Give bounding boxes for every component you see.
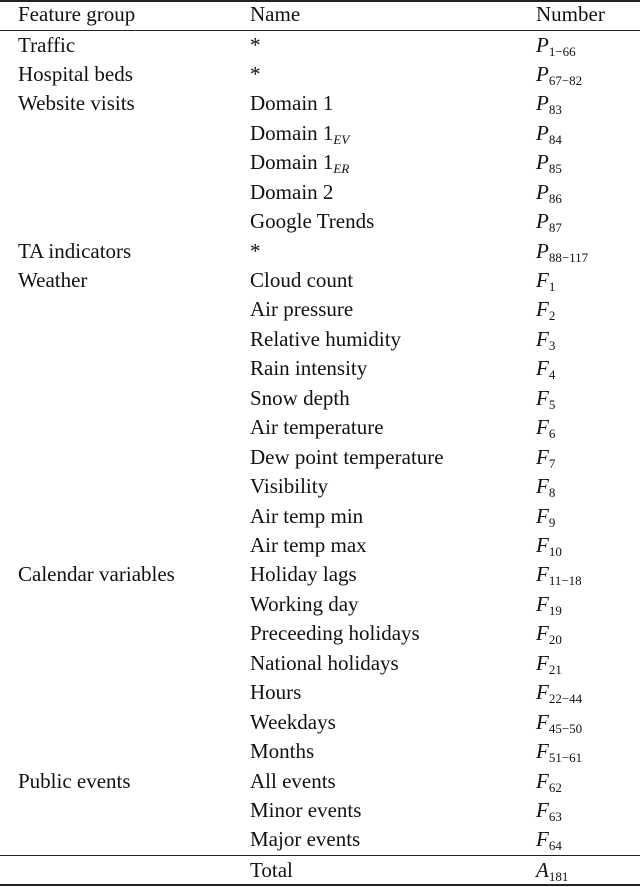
number-subscript: 64 bbox=[548, 838, 562, 854]
table-row bbox=[0, 590, 640, 619]
number-subscript: 83 bbox=[548, 102, 562, 118]
feature-name bbox=[250, 649, 399, 678]
number-symbol: P bbox=[536, 238, 549, 263]
feature-name bbox=[250, 148, 349, 177]
number-symbol: F bbox=[536, 709, 549, 734]
feature-name bbox=[250, 767, 336, 796]
name-text: Working day bbox=[250, 591, 359, 616]
feature-name bbox=[250, 560, 357, 589]
name-text: Major events bbox=[250, 827, 361, 852]
number-subscript: 21 bbox=[548, 661, 562, 677]
feature-number bbox=[536, 384, 555, 413]
feature-name bbox=[250, 89, 333, 118]
table-row bbox=[0, 737, 640, 766]
feature-name bbox=[250, 856, 293, 885]
table-row bbox=[0, 767, 640, 796]
number-symbol: F bbox=[536, 591, 549, 616]
feature-name bbox=[250, 237, 261, 266]
table-row bbox=[0, 678, 640, 707]
feature-number bbox=[536, 678, 582, 707]
number-symbol: P bbox=[536, 61, 549, 86]
table-row bbox=[0, 295, 640, 324]
name-text: Domain 1 bbox=[250, 150, 334, 175]
table-row bbox=[0, 531, 640, 560]
number-subscript: 22−44 bbox=[548, 691, 583, 707]
name-text: * bbox=[250, 238, 261, 263]
table-row bbox=[0, 619, 640, 648]
feature-number bbox=[536, 443, 555, 472]
feature-number bbox=[536, 31, 576, 60]
feature-name bbox=[250, 737, 314, 766]
header-name: Name bbox=[250, 2, 301, 26]
feature-number bbox=[536, 325, 555, 354]
name-text: Dew point temperature bbox=[250, 444, 444, 469]
table-row bbox=[0, 325, 640, 354]
table-row bbox=[0, 237, 640, 266]
feature-group: Calendar variables bbox=[18, 562, 175, 587]
header-row bbox=[0, 0, 640, 29]
feature-name bbox=[250, 443, 444, 472]
total-row bbox=[0, 856, 640, 885]
number-symbol: P bbox=[536, 150, 549, 175]
number-symbol: F bbox=[536, 532, 549, 557]
feature-name bbox=[250, 295, 353, 324]
feature-name bbox=[250, 531, 367, 560]
number-symbol: P bbox=[536, 32, 549, 57]
feature-number bbox=[536, 590, 562, 619]
table-row bbox=[0, 178, 640, 207]
number-subscript: 1−66 bbox=[548, 43, 576, 59]
feature-number bbox=[536, 178, 562, 207]
feature-name bbox=[250, 207, 374, 236]
name-text: Holiday lags bbox=[250, 562, 357, 587]
name-text: * bbox=[250, 32, 261, 57]
feature-name bbox=[250, 590, 359, 619]
number-subscript: 6 bbox=[548, 426, 556, 442]
number-symbol: F bbox=[536, 297, 549, 322]
number-subscript: 45−50 bbox=[548, 720, 583, 736]
number-subscript: 67−82 bbox=[548, 72, 583, 88]
number-subscript: 87 bbox=[548, 220, 562, 236]
table-row bbox=[0, 60, 640, 89]
feature-name bbox=[250, 619, 420, 648]
feature-number bbox=[536, 619, 562, 648]
table-row bbox=[0, 443, 640, 472]
number-symbol: F bbox=[536, 326, 549, 351]
number-subscript: 2 bbox=[548, 308, 556, 324]
name-text: Total bbox=[250, 857, 293, 882]
header-feature-group: Feature group bbox=[18, 2, 136, 26]
feature-name bbox=[250, 178, 333, 207]
name-text: National holidays bbox=[250, 650, 399, 675]
feature-number bbox=[536, 89, 562, 118]
feature-name bbox=[250, 413, 384, 442]
table-row bbox=[0, 148, 640, 177]
table-row bbox=[0, 472, 640, 501]
feature-name bbox=[250, 708, 336, 737]
feature-name bbox=[250, 31, 261, 60]
feature-name bbox=[250, 825, 360, 854]
name-text: All events bbox=[250, 768, 336, 793]
feature-group: Website visits bbox=[18, 91, 135, 116]
number-subscript: 181 bbox=[548, 868, 569, 884]
feature-number bbox=[536, 472, 555, 501]
feature-number bbox=[536, 856, 568, 885]
feature-number bbox=[536, 119, 562, 148]
number-symbol: F bbox=[536, 827, 549, 852]
feature-number bbox=[536, 354, 555, 383]
name-text: Google Trends bbox=[250, 209, 375, 234]
name-text: Cloud count bbox=[250, 268, 354, 293]
name-text: Air temp max bbox=[250, 532, 367, 557]
total-rule bbox=[0, 855, 640, 856]
name-text: Domain 1 bbox=[250, 91, 334, 116]
number-symbol: F bbox=[536, 768, 549, 793]
name-text: Domain 2 bbox=[250, 179, 334, 204]
table-row bbox=[0, 796, 640, 825]
name-text: Air pressure bbox=[250, 297, 354, 322]
header-number: Number bbox=[536, 2, 605, 26]
number-symbol: F bbox=[536, 739, 549, 764]
number-subscript: 51−61 bbox=[548, 750, 583, 766]
name-text: * bbox=[250, 61, 261, 86]
number-symbol: F bbox=[536, 562, 549, 587]
number-subscript: 88−117 bbox=[548, 249, 589, 265]
table-row bbox=[0, 89, 640, 118]
table-row bbox=[0, 502, 640, 531]
feature-name bbox=[250, 796, 361, 825]
feature-number bbox=[536, 60, 582, 89]
feature-number bbox=[536, 737, 582, 766]
number-subscript: 11−18 bbox=[548, 573, 582, 589]
table-row bbox=[0, 560, 640, 589]
name-text: Minor events bbox=[250, 797, 362, 822]
feature-group: Traffic bbox=[18, 32, 76, 57]
number-subscript: 4 bbox=[548, 367, 556, 383]
feature-number bbox=[536, 502, 555, 531]
number-symbol: P bbox=[536, 209, 549, 234]
feature-group: TA indicators bbox=[18, 238, 132, 263]
number-symbol: F bbox=[536, 503, 549, 528]
number-subscript: 7 bbox=[548, 455, 556, 471]
feature-name bbox=[250, 60, 261, 89]
number-symbol: F bbox=[536, 797, 549, 822]
feature-name bbox=[250, 502, 363, 531]
number-subscript: 3 bbox=[548, 337, 556, 353]
feature-group: Public events bbox=[18, 768, 131, 793]
table-row bbox=[0, 207, 640, 236]
number-subscript: 19 bbox=[548, 602, 562, 618]
name-subscript: ER bbox=[333, 161, 350, 177]
number-symbol: F bbox=[536, 621, 549, 646]
feature-name bbox=[250, 354, 367, 383]
number-symbol: F bbox=[536, 650, 549, 675]
feature-name bbox=[250, 119, 349, 148]
number-subscript: 84 bbox=[548, 131, 562, 147]
name-text: Air temp min bbox=[250, 503, 364, 528]
table-row bbox=[0, 266, 640, 295]
number-subscript: 8 bbox=[548, 485, 556, 501]
number-symbol: F bbox=[536, 356, 549, 381]
name-text: Visibility bbox=[250, 474, 329, 499]
number-symbol: P bbox=[536, 120, 549, 145]
number-symbol: F bbox=[536, 680, 549, 705]
number-symbol: P bbox=[536, 179, 549, 204]
number-symbol: F bbox=[536, 415, 549, 440]
table-row bbox=[0, 649, 640, 678]
feature-number bbox=[536, 266, 555, 295]
bottom-rule bbox=[0, 884, 640, 886]
number-subscript: 63 bbox=[548, 808, 562, 824]
feature-number bbox=[536, 207, 562, 236]
number-symbol: F bbox=[536, 385, 549, 410]
table-row bbox=[0, 354, 640, 383]
feature-group: Hospital beds bbox=[18, 61, 133, 86]
table-row bbox=[0, 384, 640, 413]
name-subscript: EV bbox=[333, 131, 350, 147]
feature-number bbox=[536, 708, 582, 737]
table-row bbox=[0, 708, 640, 737]
table-row bbox=[0, 119, 640, 148]
number-subscript: 5 bbox=[548, 396, 556, 412]
table-row bbox=[0, 825, 640, 854]
number-subscript: 62 bbox=[548, 779, 562, 795]
number-subscript: 20 bbox=[548, 632, 562, 648]
feature-number bbox=[536, 237, 588, 266]
number-subscript: 1 bbox=[548, 279, 556, 295]
table-row bbox=[0, 413, 640, 442]
feature-name bbox=[250, 325, 401, 354]
feature-number bbox=[536, 560, 582, 589]
name-text: Preceeding holidays bbox=[250, 621, 420, 646]
number-symbol: F bbox=[536, 444, 549, 469]
name-text: Snow depth bbox=[250, 385, 350, 410]
number-symbol: A bbox=[536, 857, 549, 882]
feature-number bbox=[536, 825, 562, 854]
feature-number bbox=[536, 295, 555, 324]
name-text: Rain intensity bbox=[250, 356, 368, 381]
name-text: Weekdays bbox=[250, 709, 336, 734]
table-row bbox=[0, 31, 640, 60]
feature-name bbox=[250, 384, 350, 413]
number-symbol: P bbox=[536, 91, 549, 116]
feature-name bbox=[250, 472, 328, 501]
number-symbol: F bbox=[536, 474, 549, 499]
feature-number bbox=[536, 413, 555, 442]
feature-name bbox=[250, 266, 353, 295]
number-subscript: 86 bbox=[548, 190, 562, 206]
name-text: Air temperature bbox=[250, 415, 384, 440]
feature-group: Weather bbox=[18, 268, 88, 293]
feature-number bbox=[536, 148, 562, 177]
feature-number bbox=[536, 649, 562, 678]
number-subscript: 85 bbox=[548, 161, 562, 177]
feature-number bbox=[536, 796, 562, 825]
feature-name bbox=[250, 678, 301, 707]
name-text: Months bbox=[250, 739, 315, 764]
number-symbol: F bbox=[536, 268, 549, 293]
feature-number bbox=[536, 531, 562, 560]
number-subscript: 10 bbox=[548, 543, 562, 559]
number-subscript: 9 bbox=[548, 514, 556, 530]
name-text: Hours bbox=[250, 680, 302, 705]
feature-number bbox=[536, 767, 562, 796]
name-text: Relative humidity bbox=[250, 326, 402, 351]
name-text: Domain 1 bbox=[250, 120, 334, 145]
